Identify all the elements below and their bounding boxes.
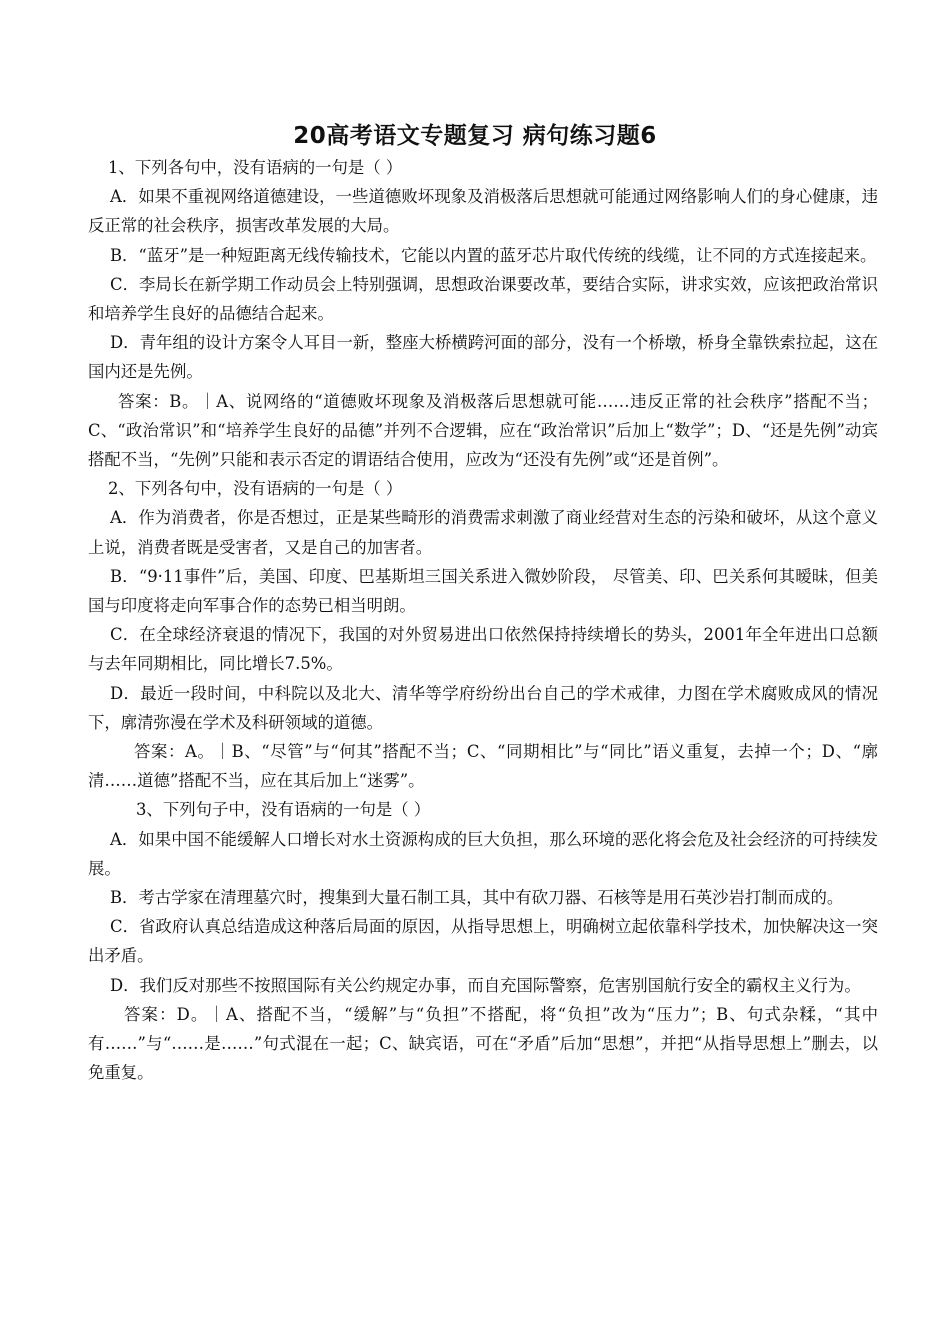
- question-2-option-a: A．作为消费者，你是否想过，正是某些畸形的消费需求刺激了商业经营对生态的污染和破坏，从这个意义上说，消费者既是受害者，又是自己的加害者。: [88, 508, 878, 557]
- page-title: 20高考语文专题复习 病句练习题6: [293, 123, 657, 149]
- question-3-option-b: B．考古学家在清理墓穴时，搜集到大量石制工具，其中有砍刀器、石核等是用石英沙岩打制而成的。: [110, 888, 844, 908]
- question-2-answer: 答案：A。｜B、“尽管”与“何其”搭配不当；C、“同期相比”与“同比”语义重复，去掉一个；D、“廓清……道德”搭配不当，应在其后加上“迷雾”。: [88, 742, 878, 791]
- question-2-stem: 2、下列各句中，没有语病的一句是（ ）: [108, 479, 403, 499]
- question-1-option-c: C．李局长在新学期工作动员会上特别强调，思想政治课要改革，要结合实际，讲求实效，应该把政治常识和培养学生良好的品德结合起来。: [88, 274, 878, 324]
- question-3-answer: 答案：D。｜A、搭配不当，“缓解”与“负担”不搭配，将“负担”改为“压力”；B、句式杂糅，“其中有……”与“……是……”句式混在一起；C、缺宾语，可在“矛盾”后加“思想”，并把“从指导思想上”删去，以免重复。: [88, 1004, 878, 1083]
- question-2-option-d: D．最近一段时间，中科院以及北大、清华等学府纷纷出台自己的学术戒律，力图在学术腐败成风的情况下，廓清弥漫在学术及科研领域的道德。: [88, 683, 878, 732]
- question-1-option-d: D．青年组的设计方案令人耳目一新，整座大桥横跨河面的部分，没有一个桥墩，桥身全靠铁索拉起，这在国内还是先例。: [88, 333, 878, 382]
- question-3-stem: 3、下列句子中，没有语病的一句是（ ）: [136, 800, 431, 820]
- question-1-option-b: B．“蓝牙”是一种短距离无线传输技术，它能以内置的蓝牙芯片取代传统的线缆，让不同的方式连接起来。: [110, 245, 877, 265]
- question-1-option-a: A．如果不重视网络道德建设，一些道德败坏现象及消极落后思想就可能通过网络影响人们的身心健康，违反正常的社会秩序，损害改革发展的大局。: [88, 187, 878, 236]
- question-1-answer: 答案：B。｜A、说网络的“道德败坏现象及消极落后思想就可能……违反正常的社会秩序”搭配不当；C、“政治常识”和“培养学生良好的品德”并列不合逻辑，应在“政治常识”后加上“数学”；D、“还是先例”动宾搭配不当，“先例”只能和表示否定的谓语结合使用，应改为“还没有先例”或“还是首例”。: [88, 391, 878, 470]
- question-3-option-d: D．我们反对那些不按照国际有关公约规定办事，而自充国际警察，危害别国航行安全的霸权主义行为。: [110, 975, 861, 995]
- question-2-option-b: B．“9·11事件”后，美国、印度、巴基斯坦三国关系进入微妙阶段， 尽管美、印、巴关系何其暧昧，但美国与印度将走向军事合作的态势已相当明朗。: [88, 566, 878, 616]
- question-3-option-a: A．如果中国不能缓解人口增长对水土资源构成的巨大负担，那么环境的恶化将会危及社会经济的可持续发展。: [88, 829, 878, 878]
- document-body: [88, 153, 878, 1088]
- question-1-stem: 1、下列各句中，没有语病的一句是（ ）: [108, 158, 403, 177]
- question-2-option-c: C．在全球经济衰退的情况下，我国的对外贸易进出口依然保持持续增长的势头，2001年全年进出口总额与去年同期相比，同比增长7.5%。: [88, 625, 878, 674]
- question-3-option-c: C．省政府认真总结造成这种落后局面的原因，从指导思想上，明确树立起依靠科学技术，加快解决这一突出矛盾。: [88, 917, 878, 966]
